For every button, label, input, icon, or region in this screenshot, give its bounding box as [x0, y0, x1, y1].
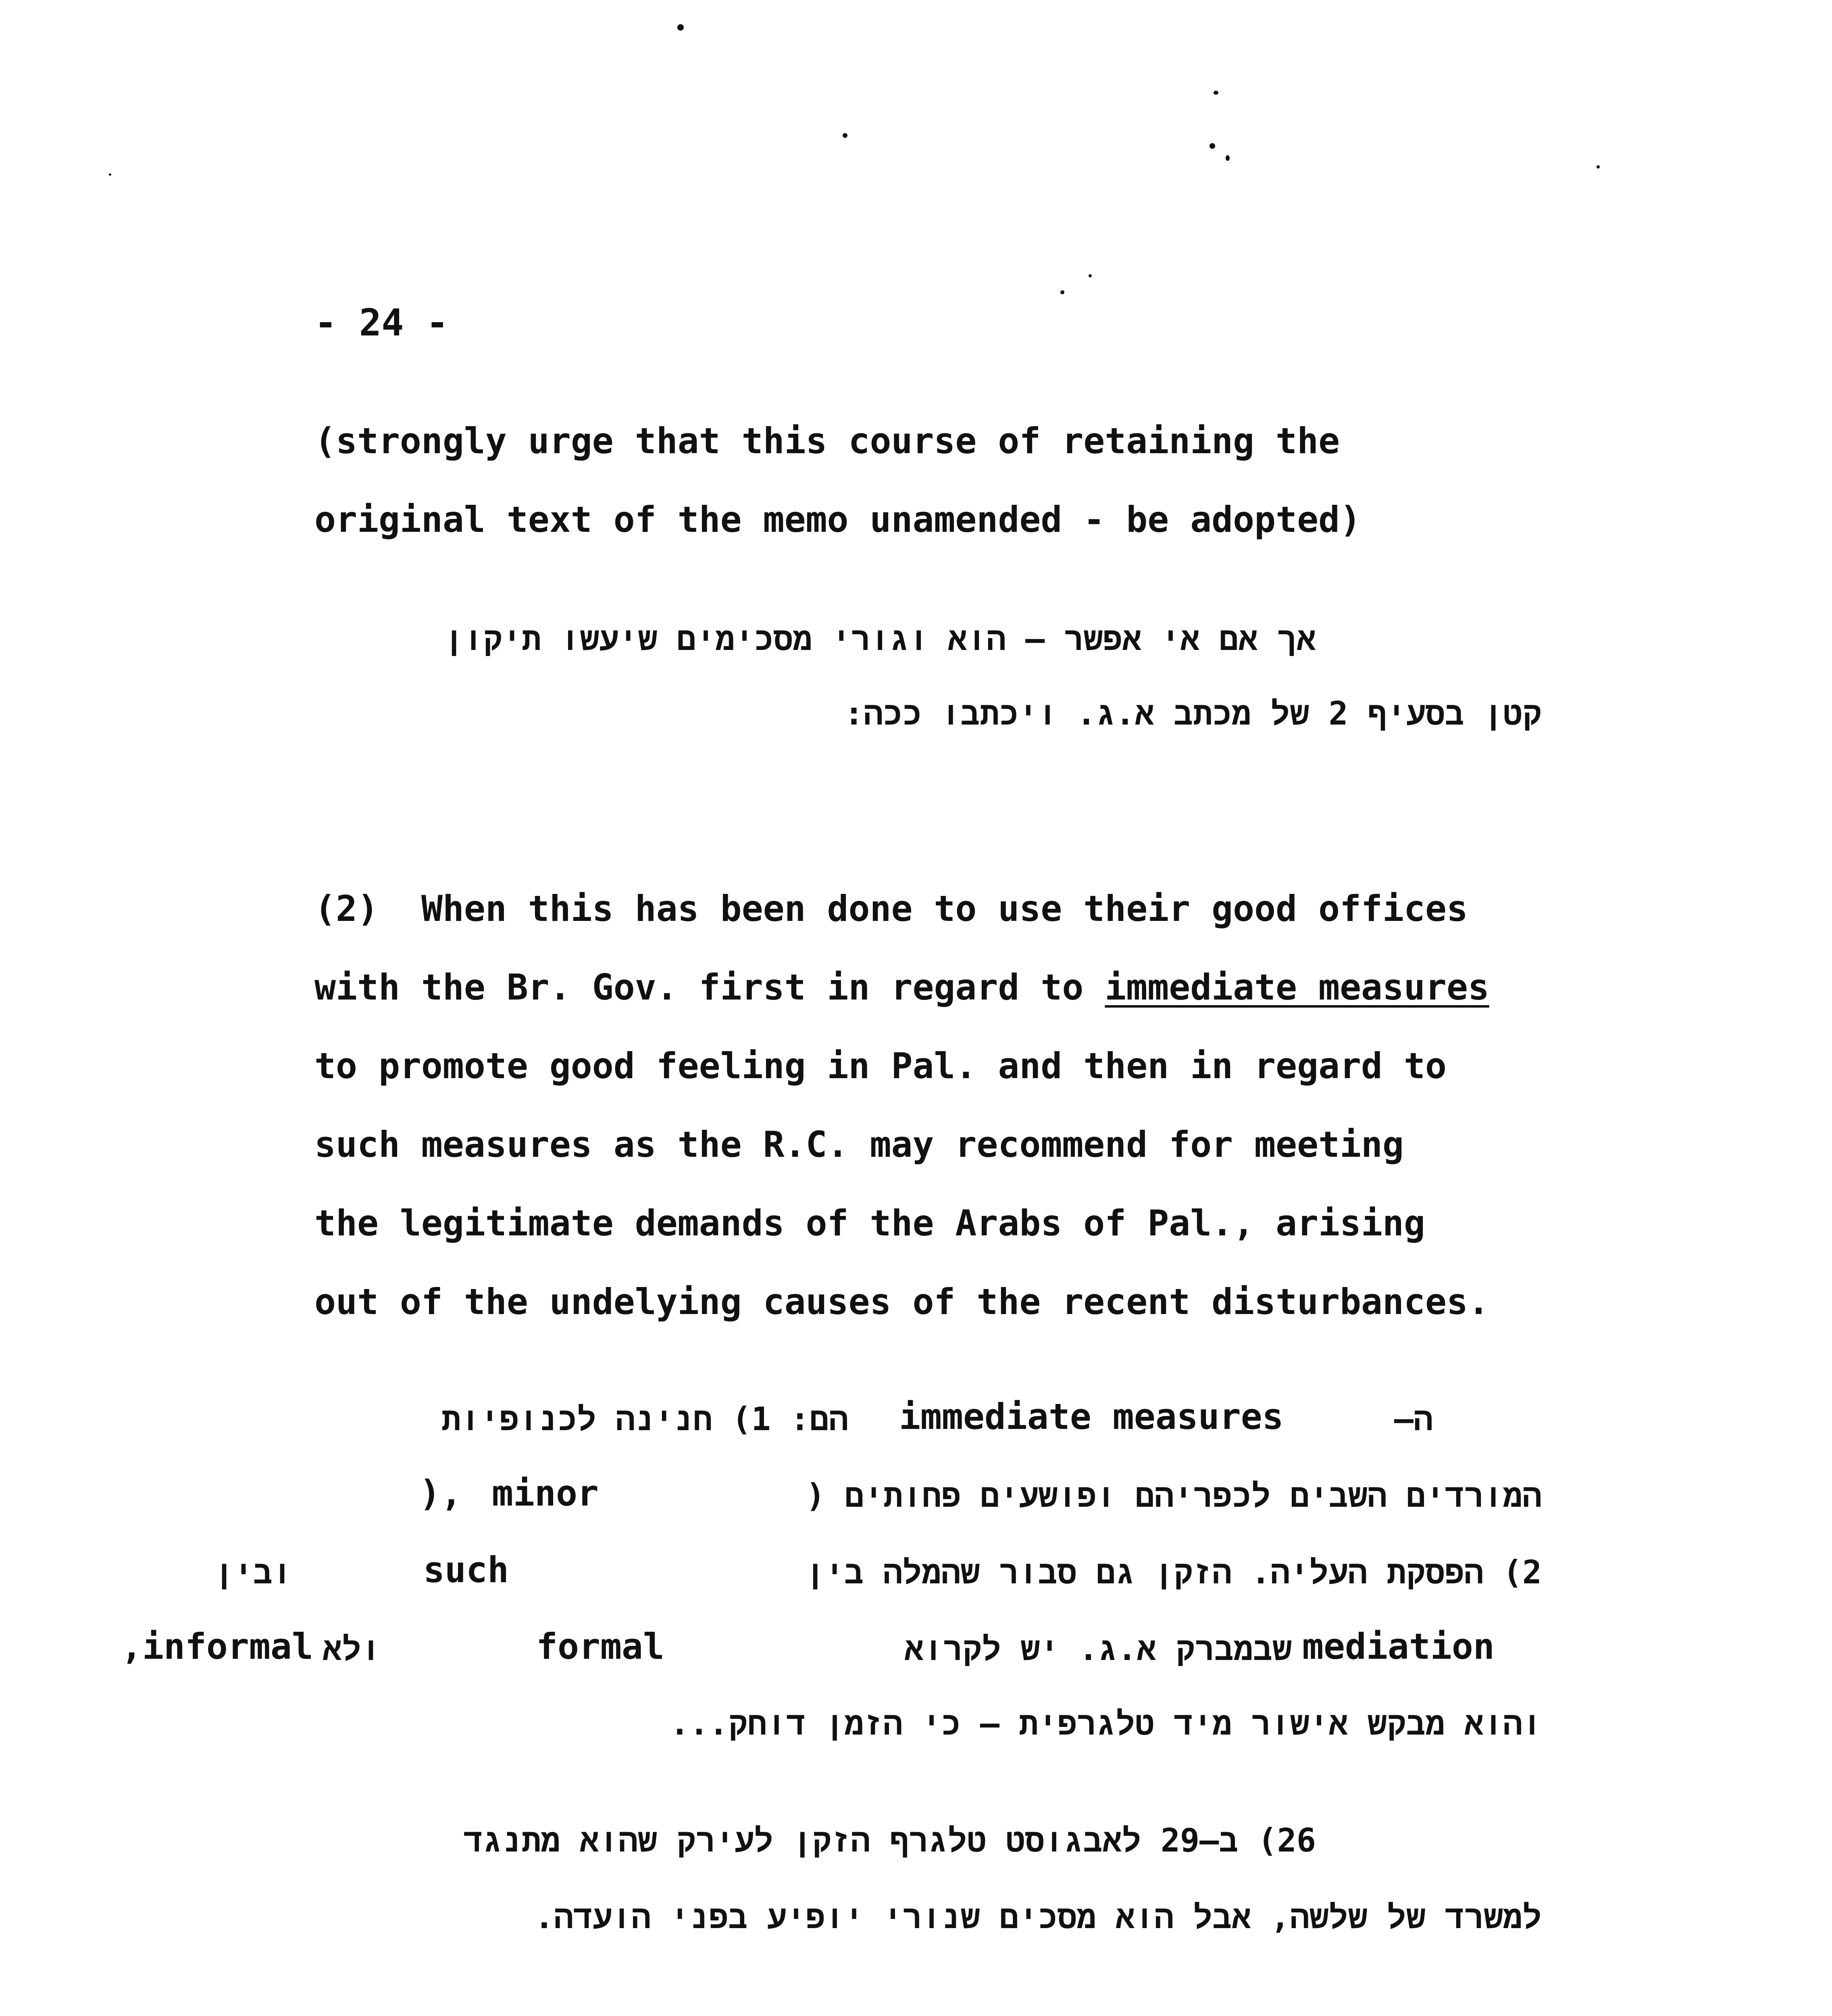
hebrew-2-line-4-hebrew-2: ולא — [322, 1630, 381, 1668]
hebrew-2-line-1-prefix: ה– — [1394, 1400, 1433, 1438]
paragraph-2-line-5: the legitimate demands of the Arabs of Pal., arising — [314, 1202, 1425, 1244]
quote-line-1: (strongly urge that this course of retaining the — [314, 420, 1340, 462]
hebrew-2-line-4-english-2: formal — [536, 1626, 664, 1667]
hebrew-2-line-3-end: ובין — [214, 1554, 292, 1591]
paragraph-2-line-2-start: with the Br. Gov. first in regard to — [314, 966, 1105, 1008]
scan-speck — [109, 173, 111, 176]
hebrew-3-line-2: למשרד של שלשה, אבל הוא מסכים שנורי יופיע בפני הועדה. — [534, 1898, 1542, 1936]
hebrew-2-line-3-english: such — [423, 1549, 509, 1591]
hebrew-2-line-2-start: המורדים השבים לכפריהם ופושעים פחותים ( — [806, 1477, 1542, 1514]
hebrew-2-line-4-hebrew-1: שבמברק א.ג. יש לקרוא — [904, 1630, 1292, 1668]
hebrew-2-line-2-end: ), — [419, 1472, 462, 1514]
page-number: - 24 - — [314, 301, 449, 344]
scan-speck — [1226, 155, 1230, 161]
scan-speck — [843, 133, 847, 138]
hebrew-2-line-4-english-1: mediation — [1302, 1626, 1495, 1667]
quote-line-2: original text of the memo unamended - be adopted) — [314, 499, 1362, 540]
paragraph-2-line-1: (2) When this has been done to use their good offices — [314, 888, 1468, 929]
hebrew-2-line-5: והוא מבקש אישור מיד טלגרפית – כי הזמן דוחק... — [670, 1705, 1542, 1742]
paragraph-2-line-4: such measures as the R.C. may recommend for meeting — [314, 1124, 1404, 1165]
hebrew-2-line-1-suffix: הם: 1) חנינה לכנופיות — [441, 1400, 848, 1438]
scan-speck — [1597, 165, 1600, 169]
scan-speck — [1060, 290, 1064, 294]
hebrew-1-line-1: אך אם אי אפשר – הוא וגורי מסכימים שיעשו תיקון — [444, 620, 1316, 658]
scan-speck — [1214, 91, 1218, 95]
paragraph-2-line-6: out of the undelying causes of the recent disturbances. — [314, 1281, 1489, 1322]
hebrew-1-line-2: קטן בסעיף 2 של מכתב א.ג. ויכתבו ככה: — [844, 695, 1542, 732]
scan-speck — [677, 24, 684, 31]
underlined-immediate-measures: immediate measures — [1105, 966, 1489, 1008]
scan-speck — [1210, 143, 1215, 149]
paragraph-2-line-2 — [314, 966, 1489, 1008]
paragraph-2-line-3: to promote good feeling in Pal. and then in regard to — [314, 1045, 1447, 1087]
hebrew-2-line-4-english-3: ,informal — [121, 1626, 313, 1667]
hebrew-2-line-1-english: immediate measures — [899, 1396, 1284, 1437]
hebrew-2-line-3-start: 2) הפסקת העליה. הזקן גם סבור שהמלה בין — [806, 1554, 1542, 1591]
hebrew-3-line-1: 26) ב–29 לאבגוסט טלגרף הזקן לעירק שהוא מתנגד — [463, 1822, 1316, 1859]
hebrew-2-line-2-english: minor — [492, 1472, 599, 1514]
scan-speck — [1089, 274, 1092, 277]
